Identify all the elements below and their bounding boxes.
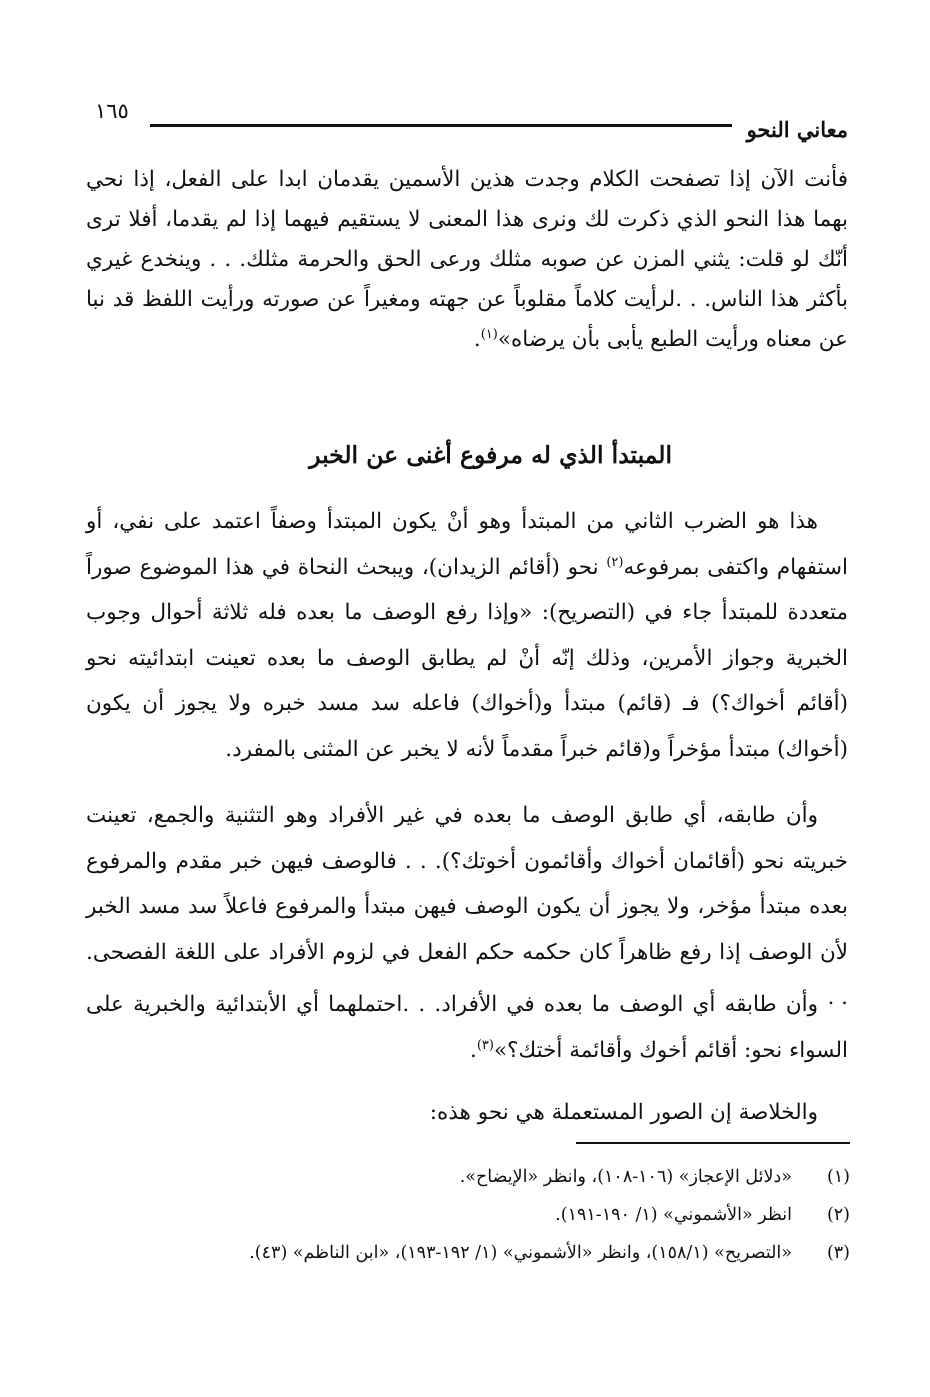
header-rule — [150, 124, 732, 127]
footnote-separator — [576, 1142, 850, 1144]
intro-text: فأنت الآن إذا تصفحت الكلام وجدت هذين الأسمين يقدمان ابدا على الفعل، إذا نحي بهما هذا النحو الذي ذكرت لك ونرى هذا المعنى لا يستقيم فيهما إذا لم يقدما، أفلا ترى أنّك لو قلت: يثني المزن عن صوبه مثلك ورعى الحق والحرمة مثلك. . . وينخدع غيري بأكثر هذا الناس. . .لرأيت كلاماً مقلوباً عن جهته ومغيراً عن صورته ورأيت اللفظ قد نبا عن معناه ورأيت الطبع يأبى بأن يرضاه» — [86, 167, 848, 352]
para3-before: وأن طابقه أي الوصف ما بعده في الأفراد. . .احتملهما أي الأبتدائية والخبرية على السواء نحو: أقائم أخوك وأقائمة أختك؟» — [86, 992, 848, 1063]
body-paragraph-2: وأن طابقه، أي طابق الوصف ما بعده في غير الأفراد وهو التثنية والجمع، تعينت خبريته نحو (أقائمان أخواك وأقائمون أخوتك؟). . . فالوصف فيهن خبر مقدم والمرفوع بعده مبتدأ مؤخر، ولا يجوز أن يكون الوصف فيهن مبتدأ والمرفوع فاعلاً سد مسد الخبر لأن الوصف إذا رفع ظاهراً كان حكمه حكم الفعل في لزوم الأفراد على اللغة الفصحى. . . — [86, 803, 848, 1010]
footnote-item — [90, 1234, 850, 1272]
footnote-ref-2[interactable]: (٢) — [606, 554, 624, 570]
running-header-title: معاني النحو — [746, 117, 848, 142]
footnote-ref-1[interactable]: (١) — [480, 326, 498, 342]
intro-end: . — [473, 327, 481, 352]
body-paragraph-3 — [86, 982, 848, 1073]
page-number: ١٦٥ — [95, 99, 129, 123]
footnote-item — [90, 1196, 850, 1234]
body-paragraph-4: والخلاصة إن الصور المستعملة هي نحو هذه: — [429, 1100, 818, 1125]
section-heading: المبتدأ الذي له مرفوع أغنى عن الخبر — [309, 441, 672, 469]
intro-paragraph — [86, 160, 848, 360]
para3-end: . — [469, 1037, 477, 1063]
footnote-text: انظر «الأشموني» (١/ ١٩٠-١٩١). — [555, 1205, 792, 1225]
footnote-number: (١) — [826, 1167, 850, 1187]
body-paragraph-1 — [86, 499, 848, 772]
para1-before: هذا هو الضرب الثاني من المبتدأ وهو أنْ يكون المبتدأ وصفاً اعتمد على نفي، أو استفهام واكتفى بمرفوعه — [86, 509, 848, 580]
footnote-number: (٢) — [826, 1205, 850, 1225]
footnote-ref-3[interactable]: (٣) — [476, 1037, 494, 1053]
footnote-text: «دلائل الإعجاز» (١٠٦-١٠٨)، وانظر «الإيضاح». — [459, 1167, 792, 1187]
footnotes — [90, 1158, 850, 1272]
footnote-number: (٣) — [826, 1243, 850, 1263]
footnote-item — [90, 1158, 850, 1196]
footnote-text: «التصريح» (١٥٨/١)، وانظر «الأشموني» (١/ ١٩٢-١٩٣)، «ابن الناظم» (٤٣). — [249, 1243, 792, 1263]
para1-after: نحو (أقائم الزيدان)، ويبحث النحاة في هذا الموضوع صوراً متعددة للمبتدأ جاء في (التصريح): «وإذا رفع الوصف ما بعده فله ثلاثة أحوال وجوب الخبرية وجواز الأمرين، وذلك إنّه أنْ لم يطابق الوصف ما بعده تعينت ابتدائيته نحو (أقائم أخواك؟) فـ (قائم) مبتدأ و(أخواك) فاعله سد مسد خبره ولا يجوز أن يكون (أخواك) مبتدأ مؤخراً و(قائم خبراً مقدماً لأنه لا يخبر عن المثنى بالمفرد. — [86, 554, 848, 762]
